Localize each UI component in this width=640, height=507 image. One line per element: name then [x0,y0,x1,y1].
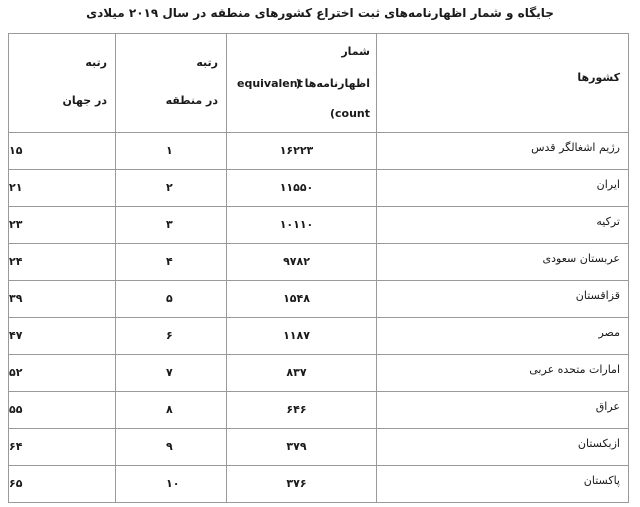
table-title: جایگاه و شمار اظهارنامه‌های ثبت اختراع کشورهای منطقه در سال ۲۰۱۹ میلادی [86,6,554,20]
count-cell: ۹۷۸۲ [227,244,377,281]
rank-region-cell: ۸ [116,392,227,429]
header-rank-world [9,34,116,133]
country-cell: ازبکستان [377,429,629,466]
country-cell: ایران [377,170,629,207]
count-cell: ۳۷۶ [227,466,377,503]
header-count-line1: شمار [341,45,370,58]
header-count-line2: اظهارنامه‌ها ( [295,77,370,90]
rank-region-cell: ۷ [116,355,227,392]
header-count [227,34,377,133]
count-cell: ۸۳۷ [227,355,377,392]
rank-world-cell: ۵۵ [9,392,116,429]
header-rank-region-sub: در منطقه [165,94,218,107]
country-cell: مصر [377,318,629,355]
header-rank-world-label: رتبه [85,56,107,69]
ranking-table [8,33,629,503]
rank-world-cell: ۵۲ [9,355,116,392]
count-cell: ۱۶۲۲۳ [227,133,377,170]
table-row [9,133,629,170]
rank-world-cell: ۲۱ [9,170,116,207]
country-cell: ترکیه [377,207,629,244]
rank-world-cell: ۳۹ [9,281,116,318]
count-cell: ۳۷۹ [227,429,377,466]
country-cell: عربستان سعودی [377,244,629,281]
table-row [9,207,629,244]
table-row [9,429,629,466]
rank-region-cell: ۱۰ [116,466,227,503]
rank-region-cell: ۶ [116,318,227,355]
rank-region-cell: ۲ [116,170,227,207]
table-row [9,244,629,281]
header-count-equiv: equivalent [237,77,303,90]
rank-region-cell: ۹ [116,429,227,466]
rank-world-cell: ۱۵ [9,133,116,170]
rank-world-cell: ۲۳ [9,207,116,244]
count-cell: ۱۱۸۷ [227,318,377,355]
country-cell: قزاقستان [377,281,629,318]
rank-region-cell: ۵ [116,281,227,318]
header-rank-region [116,34,227,133]
table-row [9,355,629,392]
header-rank-world-sub: در جهان [62,94,107,107]
rank-world-cell: ۲۴ [9,244,116,281]
country-cell: پاکستان [377,466,629,503]
count-cell: ۶۴۶ [227,392,377,429]
header-country [377,34,629,133]
rank-region-cell: ۴ [116,244,227,281]
table-row [9,170,629,207]
count-cell: ۱۱۵۵۰ [227,170,377,207]
count-cell: ۱۵۴۸ [227,281,377,318]
rank-world-cell: ۶۴ [9,429,116,466]
country-cell: امارات متحده عربی [377,355,629,392]
table-row [9,466,629,503]
rank-world-cell: ۶۵ [9,466,116,503]
count-cell: ۱۰۱۱۰ [227,207,377,244]
table-row [9,392,629,429]
country-cell: رژیم اشغالگر قدس [377,133,629,170]
header-row [9,34,629,133]
table-row [9,318,629,355]
rank-region-cell: ۳ [116,207,227,244]
country-cell: عراق [377,392,629,429]
header-country-label: کشورها [577,71,620,84]
header-rank-region-label: رتبه [196,56,218,69]
rank-world-cell: ۴۷ [9,318,116,355]
header-count-count: (count [329,107,370,120]
table-row [9,281,629,318]
rank-region-cell: ۱ [116,133,227,170]
